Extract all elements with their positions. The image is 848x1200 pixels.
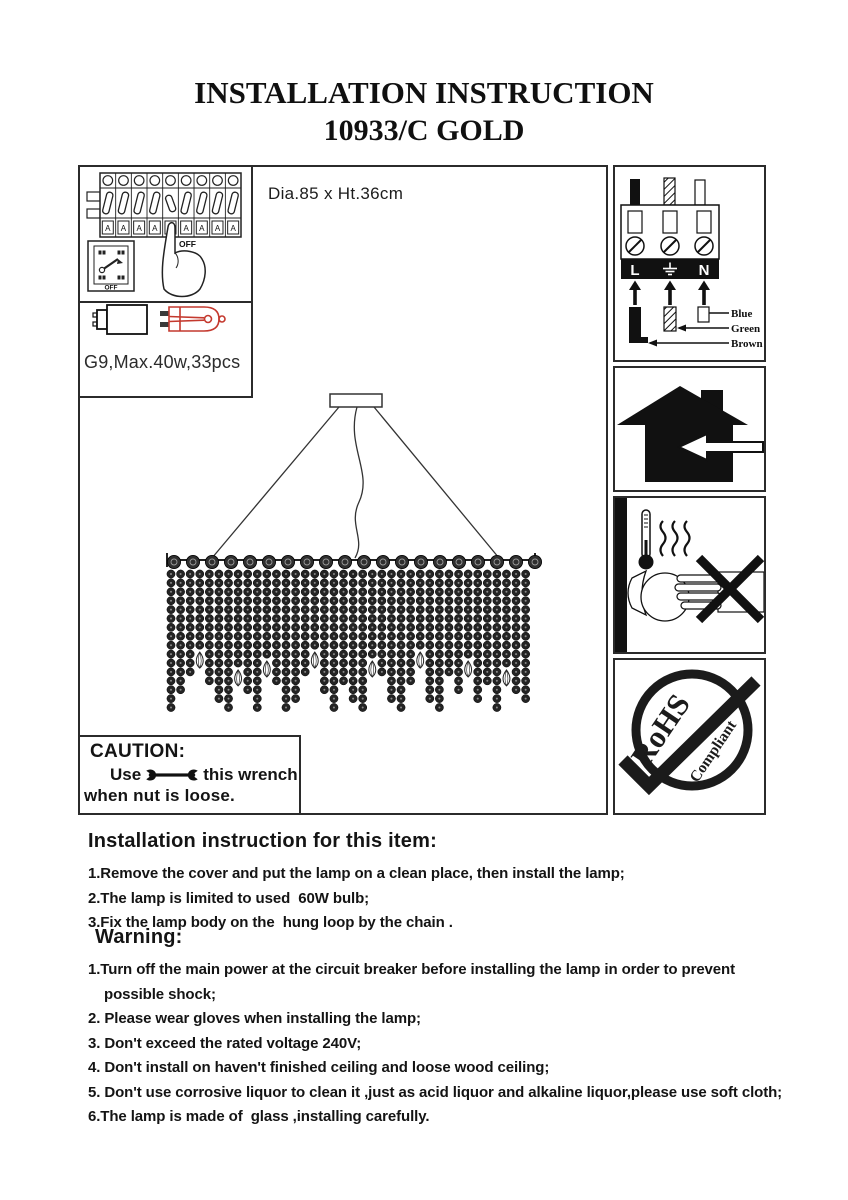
svg-text:A: A <box>214 224 221 233</box>
earth-wire-top <box>664 178 675 205</box>
title-line1: INSTALLATION INSTRUCTION <box>194 75 654 110</box>
compliant-text: Compliant <box>686 717 741 786</box>
installation-section <box>88 830 804 936</box>
neutral-label: N <box>698 262 710 279</box>
dimension-label: Dia.85 x Ht.36cm <box>268 184 404 203</box>
brown-wire-end <box>629 307 648 343</box>
indoor-use-icon <box>615 368 764 490</box>
svg-text:A: A <box>199 224 205 233</box>
svg-text:A: A <box>105 224 111 233</box>
ceiling-canopy <box>330 394 382 407</box>
blue-wire-end <box>698 307 709 322</box>
up-arrows <box>629 281 710 306</box>
panel-tab <box>87 209 100 218</box>
terminal-slot <box>628 211 642 233</box>
svg-text:A: A <box>230 224 236 233</box>
blue-label: Blue <box>731 308 753 320</box>
caution-line1 <box>110 765 298 785</box>
panel-tab <box>87 192 100 201</box>
thermometer-icon <box>639 510 654 570</box>
warning-section <box>88 926 804 1130</box>
instruction-item: 3.Fix the lamp body on the hung loop by the chain . <box>88 914 453 931</box>
breaker-panel-box <box>78 165 253 303</box>
wiring-diagram <box>615 167 764 360</box>
svg-text:A: A <box>136 224 142 233</box>
inset-off-label: OFF <box>104 284 118 292</box>
live-wire-top <box>630 179 640 205</box>
svg-text:A: A <box>120 224 127 233</box>
side-bar <box>615 498 627 652</box>
caution-suffix-words: this wrench <box>203 765 298 784</box>
hot-surface-box <box>613 496 766 654</box>
bulb-spec-label: G9,Max.40w,33pcs <box>84 352 241 372</box>
bulb-spec-box <box>78 301 253 398</box>
warning-item: 2. Please wear gloves when installing the lamp; <box>88 1010 421 1027</box>
g9-socket <box>107 305 147 334</box>
warning-item-continued: possible shock; <box>104 985 216 1003</box>
caution-heading: CAUTION: <box>90 741 186 762</box>
green-wire-end <box>664 307 676 331</box>
socket-neck <box>97 310 107 329</box>
instruction-item: 1.Remove the cover and put the lamp on a clean place, then install the lamp; <box>88 865 625 882</box>
warning-item: 3. Don't exceed the rated voltage 240V; <box>88 1034 362 1052</box>
caution-use-word: Use <box>110 765 142 784</box>
neutral-wire-top <box>695 180 705 205</box>
model-number: 10933/C GOLD <box>323 114 525 147</box>
warning-heading: Warning: <box>95 926 183 948</box>
crystal-bead-curtain <box>167 555 542 711</box>
warning-item: 1.Turn off the main power at the circuit breaker before installing the lamp in order to prevent <box>88 961 735 978</box>
roof <box>617 386 748 425</box>
rohs-stamp <box>615 660 764 813</box>
warning-item: 4. Don't install on haven't finished ceiling and loose wood ceiling; <box>88 1059 550 1076</box>
rohs-box <box>613 658 766 815</box>
brown-label: Brown <box>731 338 763 350</box>
warning-item: 6.The lamp is made of glass ,installing carefully. <box>88 1108 430 1125</box>
instructions-heading: Installation instruction for this item: <box>88 830 437 852</box>
lever-pivot <box>99 267 104 272</box>
brown-arrowhead <box>648 340 657 347</box>
suspension-cable-left <box>212 407 339 558</box>
live-label: L <box>630 262 640 279</box>
terminal-screws <box>626 237 713 255</box>
instruction-item: 2.The lamp is limited to used 60W bulb; <box>88 889 370 907</box>
page-title <box>0 74 848 150</box>
wrench-icon <box>143 767 201 783</box>
label-leader-lines <box>650 313 729 343</box>
svg-text:A: A <box>152 224 158 233</box>
terminal-slot <box>663 211 677 233</box>
off-label: OFF <box>179 239 196 249</box>
heat-waves <box>661 521 690 556</box>
indoor-use-box <box>613 366 766 492</box>
suspension-cable-right <box>374 407 499 558</box>
breaker-diagram <box>80 167 251 301</box>
caution-content <box>82 738 298 806</box>
green-arrowhead <box>677 325 686 332</box>
hot-surface-warning-icon <box>615 498 764 652</box>
warning-item: 5. Don't use corrosive liquor to clean it ,just as acid liquor and alkaline liquor,please use soft cloth; <box>88 1083 783 1101</box>
bulb-pin <box>160 322 169 327</box>
wiring-box <box>613 165 766 362</box>
g9-bulb <box>160 307 225 331</box>
green-label: Green <box>731 323 761 335</box>
caution-line2: when nut is loose. <box>84 786 235 805</box>
bulb-pin <box>160 311 169 316</box>
rohs-text: RoHS <box>623 687 697 773</box>
svg-text:A: A <box>183 224 189 233</box>
bulb-diagram <box>80 303 251 396</box>
terminal-slot <box>697 211 711 233</box>
power-cord <box>354 407 363 558</box>
